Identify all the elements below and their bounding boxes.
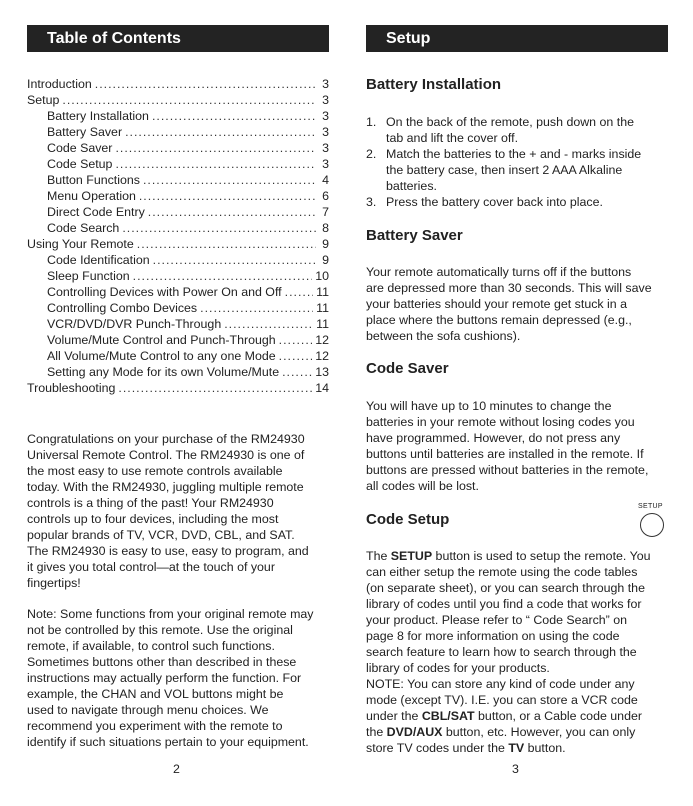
toc-entry-page: 9 [322, 253, 329, 267]
toc-entry [27, 284, 329, 300]
toc-entry [27, 172, 329, 188]
text-line: example, the CHAN and VOL buttons might be [27, 687, 284, 701]
toc-entry [27, 220, 329, 236]
text-line: The RM24930 is easy to use, easy to program, and [27, 544, 309, 558]
toc-entry [27, 316, 329, 332]
tv-keyword: TV [508, 741, 525, 755]
text-line: tab and lift the cover off. [386, 131, 519, 145]
toc-entry-page: 13 [315, 365, 329, 379]
text-line: your batteries should your remote get stuck in a [366, 297, 628, 311]
toc-leader-dots [122, 220, 316, 236]
text-line: recommend you experiment with the remote to [27, 719, 283, 733]
page-number-left: 2 [173, 762, 180, 776]
code-saver-heading: Code Saver [366, 360, 449, 377]
text-line: page 8 for more information on using the code [366, 629, 620, 643]
toc-entry-page: 11 [316, 285, 329, 299]
text-line: buttons until batteries are installed in the remote. If [366, 447, 644, 461]
toc-entry-label: Menu Operation [47, 189, 136, 203]
text-line: controls up to four devices, including the most [27, 512, 279, 526]
intro-paragraph [27, 431, 329, 591]
text-line: Your remote automatically turns off if the buttons [366, 265, 632, 279]
setup-button-icon [640, 513, 664, 537]
text-line: Match the batteries to the + and - marks inside [386, 147, 642, 161]
text-line: remote, if available, to control such functions. [27, 639, 275, 653]
step-text [386, 114, 668, 146]
text-span: button. [524, 741, 566, 755]
toc-entry-label: Battery Saver [47, 125, 123, 139]
text-span: button is used to setup the remote. You [432, 549, 651, 563]
toc-leader-dots [279, 332, 313, 348]
toc-entry-page: 11 [316, 301, 329, 315]
toc-entry-page: 3 [322, 125, 329, 139]
toc-entry-label: Code Saver [47, 141, 113, 155]
text-span: under the [366, 709, 422, 723]
toc-leader-dots [285, 284, 314, 300]
toc-entry-page: 7 [322, 205, 329, 219]
text-line: library of codes until you find a code that works for [366, 597, 642, 611]
cblsat-keyword: CBL/SAT [421, 709, 475, 723]
text-line: library of codes for your products. [366, 661, 550, 675]
toc-entry [27, 236, 329, 252]
toc-entry [27, 364, 329, 380]
toc-entry [27, 380, 329, 396]
toc-leader-dots [152, 108, 316, 124]
toc-entry-page: 10 [315, 269, 329, 283]
toc-leader-dots [143, 172, 316, 188]
toc-entry-label: Using Your Remote [27, 237, 134, 251]
text-line: it gives you total control—at the touch of your [27, 560, 275, 574]
code-setup-heading: Code Setup [366, 511, 450, 528]
toc-entry [27, 124, 329, 140]
toc-entry [27, 108, 329, 124]
toc-leader-dots [153, 252, 316, 268]
text-span: button, etc. However, you can only [442, 725, 636, 739]
note-paragraph [27, 606, 329, 750]
toc-entry-label: Controlling Combo Devices [47, 301, 198, 315]
toc-entry [27, 252, 329, 268]
toc-leader-dots [115, 156, 316, 172]
setup-keyword: SETUP [390, 549, 433, 563]
toc-entry-page: 14 [315, 381, 329, 395]
text-line: batteries. [386, 179, 437, 193]
text-line: can either setup the remote using the code tables [366, 565, 638, 579]
text-span: the [366, 725, 387, 739]
toc-leader-dots [139, 188, 316, 204]
toc-entry-label: Sleep Function [47, 269, 130, 283]
step-item [366, 146, 668, 194]
battery-installation-heading: Battery Installation [366, 76, 502, 93]
step-item [366, 194, 668, 210]
page-number-right: 3 [512, 762, 519, 776]
toc-header: Table of Contents [27, 25, 329, 52]
table-of-contents [27, 76, 329, 396]
text-line: popular brands of TV, VCR, DVD, CBL, and SAT. [27, 528, 295, 542]
toc-entry-label: Direct Code Entry [47, 205, 145, 219]
toc-entry-page: 6 [322, 189, 329, 203]
text-line: On the back of the remote, push down on the [386, 115, 634, 129]
toc-entry-label: Code Identification [47, 253, 150, 267]
text-line: Universal Remote Control. The RM24930 is one of [27, 448, 305, 462]
text-span: store TV codes under the [366, 741, 509, 755]
text-line: batteries in your remote without losing codes you [366, 415, 635, 429]
toc-entry-page: 3 [322, 77, 329, 91]
toc-entry-page: 4 [322, 173, 329, 187]
text-line: today. With the RM24930, juggling multiple remote [27, 480, 304, 494]
toc-leader-dots [282, 364, 312, 380]
text-line: instructions may actually perform the function. For [27, 671, 302, 685]
toc-entry-label: Button Functions [47, 173, 140, 187]
text-span: button, or a Cable code under [474, 709, 642, 723]
toc-leader-dots [137, 236, 316, 252]
toc-entry-label: All Volume/Mute Control to any one Mode [47, 349, 276, 363]
text-line: controls is a thing of the past! Your RM24930 [27, 496, 274, 510]
toc-entry-label: Introduction [27, 77, 92, 91]
text-line: place where the buttons remain depressed (e.g., [366, 313, 632, 327]
dvdaux-keyword: DVD/AUX [386, 725, 443, 739]
text-line: mode (except TV). I.E. you can store a VCR code [366, 693, 638, 707]
toc-entry-page: 3 [322, 157, 329, 171]
toc-entry-page: 3 [322, 141, 329, 155]
battery-installation-steps [366, 114, 668, 210]
text-line: used to navigate through menu choices. We [27, 703, 269, 717]
text-line: the battery case, then insert 2 AAA Alkaline [386, 163, 623, 177]
step-text [386, 146, 668, 194]
toc-entry-page: 8 [322, 221, 329, 235]
toc-entry-label: Volume/Mute Control and Punch-Through [47, 333, 276, 347]
toc-entry [27, 188, 329, 204]
text-line: Sometimes buttons other than described in these [27, 655, 297, 669]
setup-button-label: SETUP [638, 503, 663, 510]
toc-entry [27, 76, 329, 92]
text-line: Congratulations on your purchase of the RM24930 [27, 432, 305, 446]
text-line: Note: Some functions from your original remote may [27, 607, 314, 621]
toc-entry-label: Controlling Devices with Power On and Off [47, 285, 282, 299]
code-saver-text [366, 398, 668, 494]
text-line: between the sofa cushions). [366, 329, 521, 343]
text-line: all codes will be lost. [366, 479, 479, 493]
step-number: 1. [366, 115, 377, 129]
toc-entry [27, 332, 329, 348]
setup-header: Setup [366, 25, 668, 52]
toc-leader-dots [125, 124, 316, 140]
text-line: You will have up to 10 minutes to change the [366, 399, 612, 413]
toc-entry-label: VCR/DVD/DVR Punch-Through [47, 317, 222, 331]
step-item [366, 114, 668, 146]
toc-entry [27, 92, 329, 108]
toc-entry [27, 300, 329, 316]
toc-entry-label: Setup [27, 93, 60, 107]
text-line: Press the battery cover back into place. [386, 195, 603, 209]
toc-entry-page: 9 [322, 237, 329, 251]
toc-leader-dots [95, 76, 316, 92]
toc-entry-page: 12 [315, 349, 329, 363]
text-line: fingertips! [27, 576, 81, 590]
text-line: are depressed more than 30 seconds. This will save [366, 281, 652, 295]
toc-entry [27, 140, 329, 156]
text-span: The [366, 549, 391, 563]
toc-entry-label: Code Search [47, 221, 120, 235]
toc-entry-page: 11 [316, 317, 329, 331]
code-setup-text [366, 548, 668, 756]
toc-entry [27, 268, 329, 284]
toc-leader-dots [148, 204, 316, 220]
toc-entry-page: 3 [322, 109, 329, 123]
toc-leader-dots [118, 380, 312, 396]
step-number: 2. [366, 147, 377, 161]
text-line: your product. Please refer to “ Code Search” on [366, 613, 628, 627]
toc-leader-dots [200, 300, 313, 316]
toc-entry-label: Troubleshooting [27, 381, 116, 395]
step-number: 3. [366, 195, 377, 209]
toc-entry-label: Battery Installation [47, 109, 149, 123]
toc-entry-page: 3 [322, 93, 329, 107]
toc-entry [27, 348, 329, 364]
toc-entry [27, 204, 329, 220]
battery-saver-text [366, 264, 668, 344]
toc-entry [27, 156, 329, 172]
text-line: identify if such situations pertain to your equipment. [27, 735, 309, 749]
text-line: the most easy to use remote controls available [27, 464, 283, 478]
battery-saver-heading: Battery Saver [366, 227, 463, 244]
toc-entry-page: 12 [315, 333, 329, 347]
text-line: NOTE: You can store any kind of code under any [366, 677, 635, 691]
step-text [386, 194, 668, 210]
text-line: (on separate sheet), or you can search through the [366, 581, 645, 595]
toc-leader-dots [279, 348, 313, 364]
text-line: not be controlled by this remote. Use the original [27, 623, 293, 637]
toc-leader-dots [115, 140, 316, 156]
text-line: search feature to learn how to search through the [366, 645, 637, 659]
toc-leader-dots [133, 268, 313, 284]
text-line: buttons are pressed without batteries in the remote, [366, 463, 649, 477]
toc-leader-dots [224, 316, 313, 332]
toc-entry-label: Code Setup [47, 157, 113, 171]
text-line: have programmed. However, do not press any [366, 431, 621, 445]
toc-entry-label: Setting any Mode for its own Volume/Mute [47, 365, 280, 379]
toc-leader-dots [62, 92, 316, 108]
